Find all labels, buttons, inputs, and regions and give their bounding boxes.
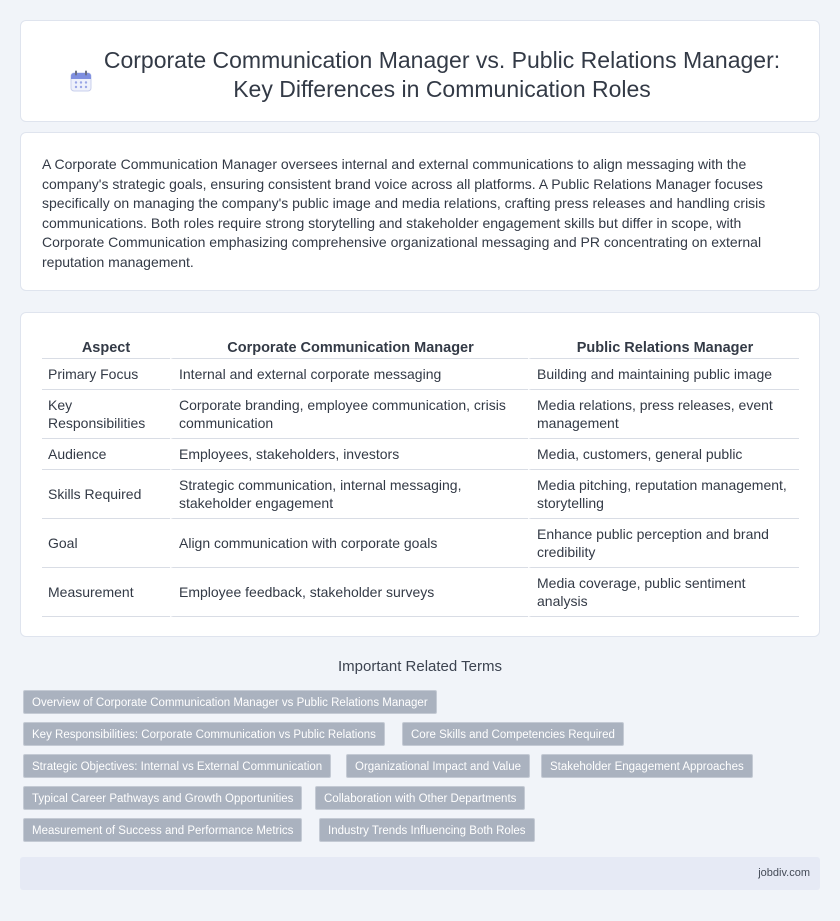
table-cell: Measurement — [42, 568, 170, 617]
related-term-tag[interactable]: Stakeholder Engagement Approaches — [541, 754, 753, 778]
table-cell: Key Responsibilities — [42, 390, 170, 439]
table-cell: Internal and external corporate messaging — [170, 359, 528, 390]
header-public-relations: Public Relations Manager — [528, 333, 799, 359]
table-row — [42, 359, 799, 390]
table-cell: Enhance public perception and brand credibility — [528, 519, 799, 568]
table-cell: Corporate branding, employee communication, crisis communication — [170, 390, 528, 439]
table-cell: Media coverage, public sentiment analysis — [528, 568, 799, 617]
table-cell: Audience — [42, 439, 170, 470]
related-term-tag[interactable]: Organizational Impact and Value — [346, 754, 530, 778]
footer-site-link[interactable]: jobdiv.com — [758, 867, 810, 879]
related-term-tag[interactable]: Strategic Objectives: Internal vs External Communication — [23, 754, 331, 778]
table-cell: Employee feedback, stakeholder surveys — [170, 568, 528, 617]
page-title: Corporate Communication Manager vs. Public Relations Manager: Key Differences in Communication Roles — [103, 47, 781, 102]
related-term-tag[interactable]: Industry Trends Influencing Both Roles — [319, 818, 535, 842]
related-term-tag[interactable]: Typical Career Pathways and Growth Opportunities — [23, 786, 302, 810]
header-aspect: Aspect — [42, 333, 170, 359]
table-cell: Primary Focus — [42, 359, 170, 390]
table-cell: Skills Required — [42, 470, 170, 519]
table-header-row — [42, 333, 799, 359]
comparison-table — [42, 333, 799, 617]
table-cell: Media, customers, general public — [528, 439, 799, 470]
table-cell: Employees, stakeholders, investors — [170, 439, 528, 470]
table-cell: Goal — [42, 519, 170, 568]
header-corporate-communication: Corporate Communication Manager — [170, 333, 528, 359]
related-term-tag[interactable]: Core Skills and Competencies Required — [402, 722, 624, 746]
header-card — [20, 20, 820, 122]
table-cell: Media relations, press releases, event management — [528, 390, 799, 439]
summary-text: A Corporate Communication Manager oversees internal and external communications to align messaging with the company's strategic goals, ensuring consistent brand voice across all platforms. A Public Relations Manager focuses specifically on managing the company's public image and media relations, crafting press releases and handling crisis communications. Both roles require strong storytelling and stakeholder engagement skills but differ in scope, with Corporate Communication emphasizing comprehensive organizational messaging and PR concentrating on external reputation management. — [42, 156, 766, 270]
footer — [20, 857, 820, 890]
table-cell: Media pitching, reputation management, storytelling — [528, 470, 799, 519]
table-cell: Align communication with corporate goals — [170, 519, 528, 568]
table-cell: Strategic communication, internal messaging, stakeholder engagement — [170, 470, 528, 519]
comparison-table-card — [20, 312, 820, 637]
related-term-tag[interactable]: Key Responsibilities: Corporate Communication vs Public Relations — [23, 722, 385, 746]
table-row — [42, 519, 799, 568]
table-row — [42, 470, 799, 519]
summary-card — [20, 132, 820, 291]
related-term-tag[interactable]: Overview of Corporate Communication Manager vs Public Relations Manager — [23, 690, 437, 714]
table-cell: Building and maintaining public image — [528, 359, 799, 390]
table-row — [42, 568, 799, 617]
table-row — [42, 390, 799, 439]
related-term-tag[interactable]: Collaboration with Other Departments — [315, 786, 525, 810]
related-term-tag[interactable]: Measurement of Success and Performance Metrics — [23, 818, 302, 842]
related-terms-title: Important Related Terms — [338, 658, 502, 675]
table-row — [42, 439, 799, 470]
